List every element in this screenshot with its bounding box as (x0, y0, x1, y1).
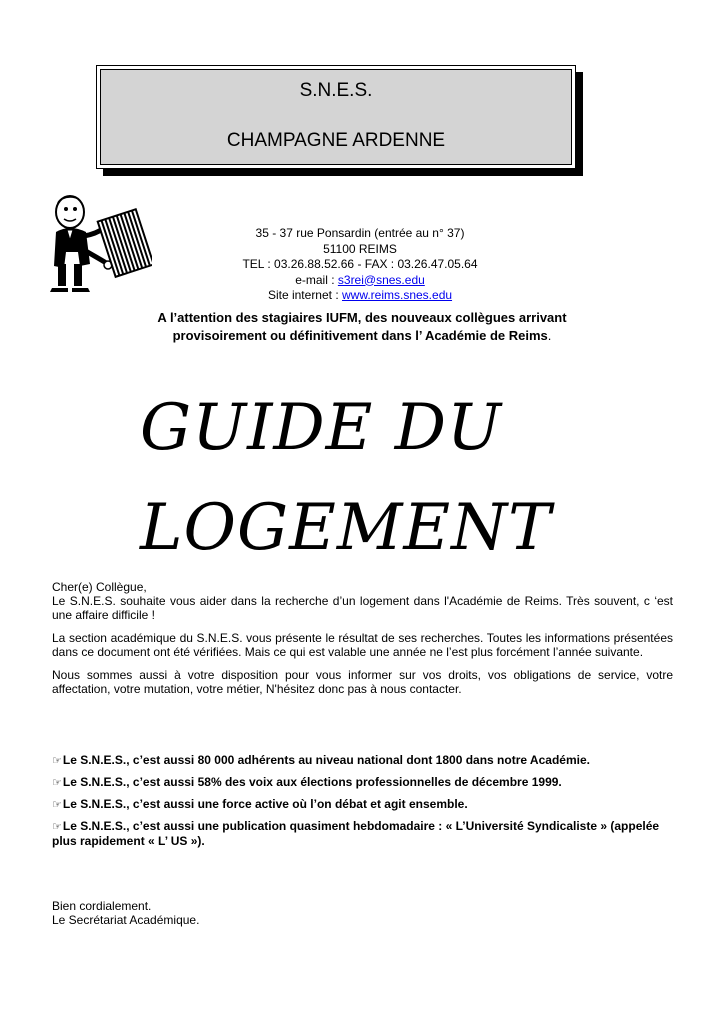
closing-block (52, 899, 673, 927)
closing-line-2: Le Secrétariat Académique. (52, 913, 200, 927)
address-phone-fax: TEL : 03.26.88.52.66 - FAX : 03.26.47.05.64 (242, 257, 478, 271)
list-item (52, 797, 673, 812)
intro-paragraph-3: Nous sommes aussi à votre disposition pour vous informer sur vos droits, vos obligations de service, votre affectation, votre mutation, votre métier, N'hésitez donc pas à nous contacter. (52, 668, 673, 696)
intro-text (52, 580, 673, 705)
bullet-text: Le S.N.E.S., c’est aussi une publication quasiment hebdomadaire : « L’Université Syndicaliste » (appelée plus rapidement « L’ US »). (52, 819, 660, 848)
address-city: 51100 REIMS (323, 241, 397, 256)
pointing-hand-icon: ☞ (52, 754, 62, 767)
org-name: S.N.E.S. (299, 80, 373, 101)
region-name: CHAMPAGNE ARDENNE (226, 130, 446, 151)
email-label: e-mail : (295, 272, 338, 287)
attention-line-2-text: provisoirement ou définitivement dans l’ Académie de Reims (172, 328, 548, 343)
attention-period: . (547, 328, 552, 343)
intro-paragraph-2: La section académique du S.N.E.S. vous présente le résultat de ses recherches. Toutes les informations présentées dans ce document ont été vérifiées. Mais ce qui est valable une année ne l’est plus forcément l’année suivante. (52, 631, 673, 659)
bullet-list (52, 753, 673, 855)
bullet-text: Le S.N.E.S., c’est aussi 80 000 adhérents au niveau national dont 1800 dans notre Académie. (62, 753, 590, 767)
pointing-hand-icon: ☞ (52, 798, 62, 811)
attention-line-2 (120, 327, 604, 345)
greeting: Cher(e) Collègue, (52, 580, 147, 594)
list-item (52, 819, 673, 848)
page-title-line-1: GUIDE DU (140, 391, 502, 465)
closing-line-1: Bien cordialement. (52, 899, 152, 913)
list-item (52, 753, 673, 768)
bullet-text: Le S.N.E.S., c’est aussi une force active où l’on débat et agit ensemble. (62, 797, 468, 811)
intro-paragraph-1: Le S.N.E.S. souhaite vous aider dans la recherche d’un logement dans l'Académie de Reims. Très souvent, c ‘est une affaire difficile ! (52, 594, 673, 622)
site-label: Site internet : (267, 288, 342, 302)
pointing-hand-icon: ☞ (52, 776, 62, 789)
list-item (52, 775, 673, 790)
header-inner (100, 69, 572, 165)
attention-notice (120, 309, 604, 345)
header-box (96, 65, 576, 169)
bullet-text: Le S.N.E.S., c’est aussi 58% des voix aux élections professionnelles de décembre 1999. (62, 775, 562, 789)
address-site-line (210, 288, 510, 304)
email-link[interactable]: s3rei@snes.edu (337, 272, 425, 287)
attention-line-1: A l’attention des stagiaires IUFM, des nouveaux collègues arrivant (157, 310, 567, 325)
address-street: 35 - 37 rue Ponsardin (entrée au n° 37) (255, 226, 465, 240)
page-title-line-2: LOGEMENT (140, 491, 552, 565)
address-email-line (210, 273, 510, 289)
page-title (140, 378, 620, 578)
address-block (210, 226, 510, 304)
man-with-accordion-icon (46, 192, 152, 296)
pointing-hand-icon: ☞ (52, 820, 62, 833)
site-link[interactable]: www.reims.snes.edu (342, 288, 453, 302)
